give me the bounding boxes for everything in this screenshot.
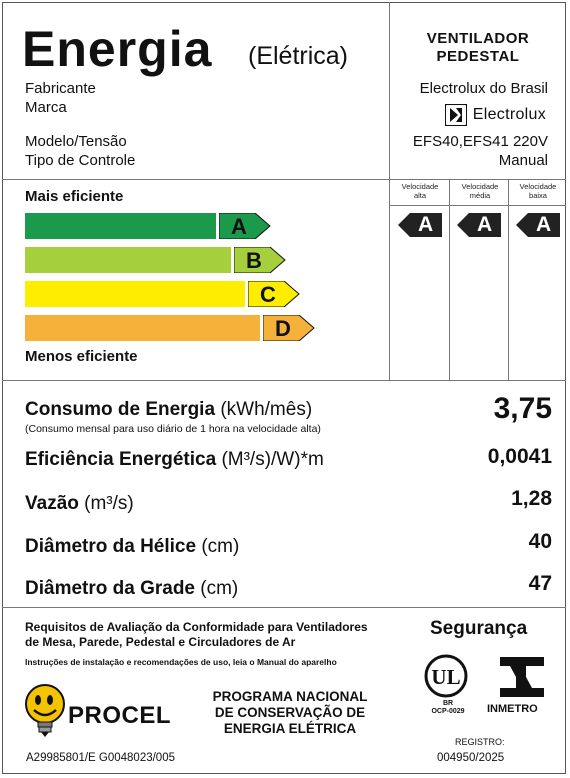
- divider-top: [2, 179, 566, 180]
- label-subtitle: (Elétrica): [248, 42, 349, 70]
- divider-mid: [2, 380, 566, 381]
- eff-bar-a: [25, 213, 216, 239]
- controle-label: Tipo de Controle: [25, 152, 136, 169]
- svg-text:UL: UL: [431, 665, 461, 689]
- eff-arrow-b: [234, 247, 286, 273]
- consumo-label: Consumo de Energia (kWh/mês): [25, 399, 313, 420]
- eff-arrow-d: [263, 315, 315, 341]
- marca-value: Electrolux: [472, 106, 546, 123]
- speed-head-divider: [389, 205, 566, 206]
- inmetro-text: INMETRO: [487, 703, 538, 715]
- eff-bar-c: [25, 281, 245, 307]
- grade-value: 47: [528, 572, 552, 595]
- eff-letter-a: A: [231, 214, 247, 239]
- seguranca-title: Segurança: [430, 618, 528, 639]
- requirements-text: Requisitos de Avaliação da Conformidade para Ventiladores de Mesa, Parede, Pedestal e Circuladores de Ar: [25, 620, 368, 649]
- eff-letter-d: D: [275, 316, 291, 341]
- electrolux-icon: [445, 104, 467, 126]
- procel-mascot-icon: [24, 684, 66, 738]
- registro-label: REGISTRO:: [455, 737, 505, 747]
- eff-top-label: Mais eficiente: [25, 188, 124, 205]
- consumo-value: 3,75: [493, 392, 552, 425]
- speed-rating-alta: A: [398, 213, 442, 242]
- grade-label: Diâmetro da Grade (cm): [25, 578, 239, 599]
- eficiencia-value: 0,0041: [487, 445, 552, 468]
- ul-sub-text: BR OCP-0029: [431, 700, 465, 715]
- header-divider: [389, 2, 390, 380]
- speed-head-media: Velocidade média: [461, 182, 499, 200]
- eff-arrow-c: [248, 281, 300, 307]
- controle-value: Manual: [498, 152, 548, 169]
- procel-wordmark: PROCEL: [68, 702, 172, 729]
- brand-logo: [445, 104, 546, 126]
- label-title: Energia: [22, 21, 213, 77]
- programa-text: PROGRAMA NACIONAL DE CONSERVAÇÃO DE ENERGIA ELÉTRICA: [212, 689, 368, 736]
- fabricante-label: Fabricante: [25, 80, 96, 97]
- consumo-note: (Consumo mensal para uso diário de 1 hora na velocidade alta): [25, 423, 321, 435]
- helice-value: 40: [528, 530, 552, 553]
- speed-head-baixa: Velocidade baixa: [519, 182, 557, 200]
- speed-rating-media: A: [457, 213, 501, 242]
- eff-bar-d: [25, 315, 260, 341]
- eff-arrow-a: [219, 213, 271, 239]
- vazao-value: 1,28: [511, 487, 552, 510]
- eff-letter-c: C: [260, 282, 276, 307]
- fabricante-value: Electrolux do Brasil: [419, 80, 548, 97]
- modelo-label: Modelo/Tensão: [25, 133, 127, 150]
- product-type: VENTILADOR PEDESTAL: [426, 30, 530, 65]
- instructions-text: Instruções de instalação e recomendações de uso, leia o Manual do aparelho: [25, 657, 337, 667]
- ul-certification-icon: [424, 654, 468, 698]
- speed-rating-baixa: A: [516, 213, 560, 242]
- inmetro-logo-icon: [498, 655, 546, 699]
- divider-bottom: [2, 607, 566, 608]
- eff-bar-b: [25, 247, 231, 273]
- speed-head-alta: Velocidade alta: [401, 182, 439, 200]
- speed-col-divider-1: [449, 179, 450, 380]
- label-codes: A29985801/E G0048023/005: [26, 752, 175, 764]
- eff-bottom-label: Menos eficiente: [25, 348, 138, 365]
- marca-label: Marca: [25, 99, 67, 116]
- modelo-value: EFS40,EFS41 220V: [412, 133, 548, 150]
- speed-col-divider-2: [508, 179, 509, 380]
- vazao-label: Vazão (m³/s): [25, 493, 134, 514]
- eficiencia-label: Eficiência Energética (M³/s)/W)*m: [25, 449, 324, 470]
- registro-value: 004950/2025: [437, 752, 505, 764]
- helice-label: Diâmetro da Hélice (cm): [25, 536, 240, 557]
- eff-letter-b: B: [246, 248, 262, 273]
